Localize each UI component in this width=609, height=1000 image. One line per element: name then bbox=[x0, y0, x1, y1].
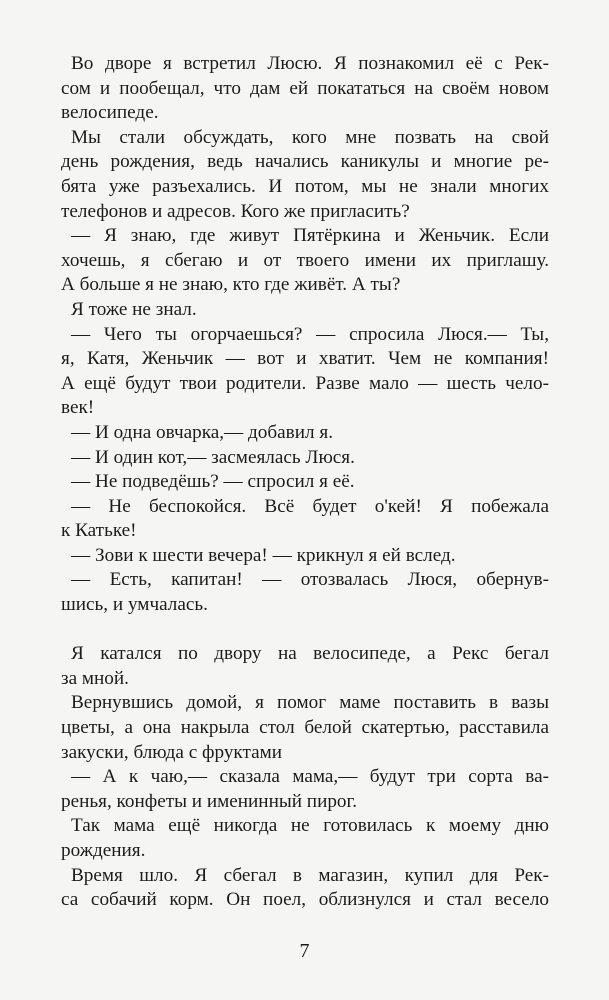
page-number: 7 bbox=[299, 940, 310, 962]
text-line: — Не беспокойся. Всё будет о'кей! Я побежала bbox=[71, 495, 549, 517]
text-line: — Есть, капитан! — отозвалась Люся, обернув- bbox=[71, 569, 549, 591]
paragraph-9 bbox=[61, 495, 549, 544]
paragraph-7 bbox=[61, 446, 549, 471]
body-text bbox=[61, 52, 549, 913]
text-line: Я тоже не знал. bbox=[71, 298, 197, 320]
text-line: — И один кот,— засмеялась Люся. bbox=[71, 446, 355, 468]
text-line: Я катался по двору на велосипеде, а Рекс бегал bbox=[71, 643, 549, 665]
paragraph-10 bbox=[61, 544, 549, 569]
text-line: бята уже разъехались. И потом, мы не знали многих bbox=[61, 175, 549, 197]
text-line: за мной. bbox=[61, 667, 129, 689]
text-line: А больше я не знаю, кто где живёт. А ты? bbox=[61, 274, 401, 296]
text-line: — Не подведёшь? — спросил я её. bbox=[71, 471, 355, 493]
paragraph-15 bbox=[61, 814, 549, 863]
paragraph-8 bbox=[61, 470, 549, 495]
paragraph-11 bbox=[61, 568, 549, 617]
paragraph-13 bbox=[61, 691, 549, 765]
text-line: велосипеде. bbox=[61, 102, 159, 124]
paragraph-5 bbox=[61, 323, 549, 421]
text-line: рождения. bbox=[61, 840, 146, 861]
text-line: — Зови к шести вечера! — крикнул я ей вслед. bbox=[71, 544, 456, 566]
paragraph-3 bbox=[61, 224, 549, 298]
text-line: — И одна овчарка,— добавил я. bbox=[71, 421, 333, 443]
paragraph-1 bbox=[61, 52, 549, 126]
text-line: ренья, конфеты и именинный пирог. bbox=[61, 790, 358, 812]
text-line: Вернувшись домой, я помог маме поставить в вазы bbox=[71, 692, 549, 714]
text-line: — Чего ты огорчаешься? — спросила Люся.— Ты, bbox=[71, 323, 549, 345]
text-line: са собачий корм. Он поел, облизнулся и стал весело bbox=[61, 889, 549, 911]
text-line: Мы стали обсуждать, кого мне позвать на свой bbox=[71, 126, 549, 148]
text-line: Во дворе я встретил Люсю. Я познакомил её с Рек- bbox=[71, 53, 549, 74]
text-line: Время шло. Я сбегал в магазин, купил для Рек- bbox=[71, 864, 549, 886]
text-line: А ещё будут твои родители. Разве мало — шесть чело- bbox=[61, 372, 549, 394]
text-line: хочешь, я сбегаю и от твоего имени их приглашу. bbox=[61, 249, 549, 271]
section-break bbox=[61, 618, 549, 643]
text-line: я, Катя, Женьчик — вот и хватит. Чем не компания! bbox=[61, 348, 549, 370]
paragraph-16 bbox=[61, 864, 549, 913]
paragraph-4 bbox=[61, 298, 549, 323]
text-line: цветы, а она накрыла стол белой скатертью, расставила bbox=[61, 717, 549, 739]
text-line: день рождения, ведь начались каникулы и многие ре- bbox=[61, 151, 549, 173]
text-line: век! bbox=[61, 397, 95, 419]
text-line: шись, и умчалась. bbox=[61, 594, 208, 616]
text-line: — Я знаю, где живут Пятёркина и Женьчик. Если bbox=[71, 225, 549, 247]
text-line: телефонов и адресов. Кого же пригласить? bbox=[61, 200, 410, 222]
paragraph-6 bbox=[61, 421, 549, 446]
text-line: — А к чаю,— сказала мама,— будут три сорта ва- bbox=[71, 766, 549, 788]
text-line: закуски, блюда с фруктами bbox=[61, 741, 283, 763]
text-line: сом и пообещал, что дам ей покататься на своём новом bbox=[61, 77, 549, 99]
paragraph-12 bbox=[61, 642, 549, 691]
paragraph-2 bbox=[61, 126, 549, 224]
text-line: Так мама ещё никогда не готовилась к моему дню bbox=[71, 815, 549, 837]
paragraph-14 bbox=[61, 765, 549, 814]
text-line: к Катьке! bbox=[61, 520, 137, 542]
